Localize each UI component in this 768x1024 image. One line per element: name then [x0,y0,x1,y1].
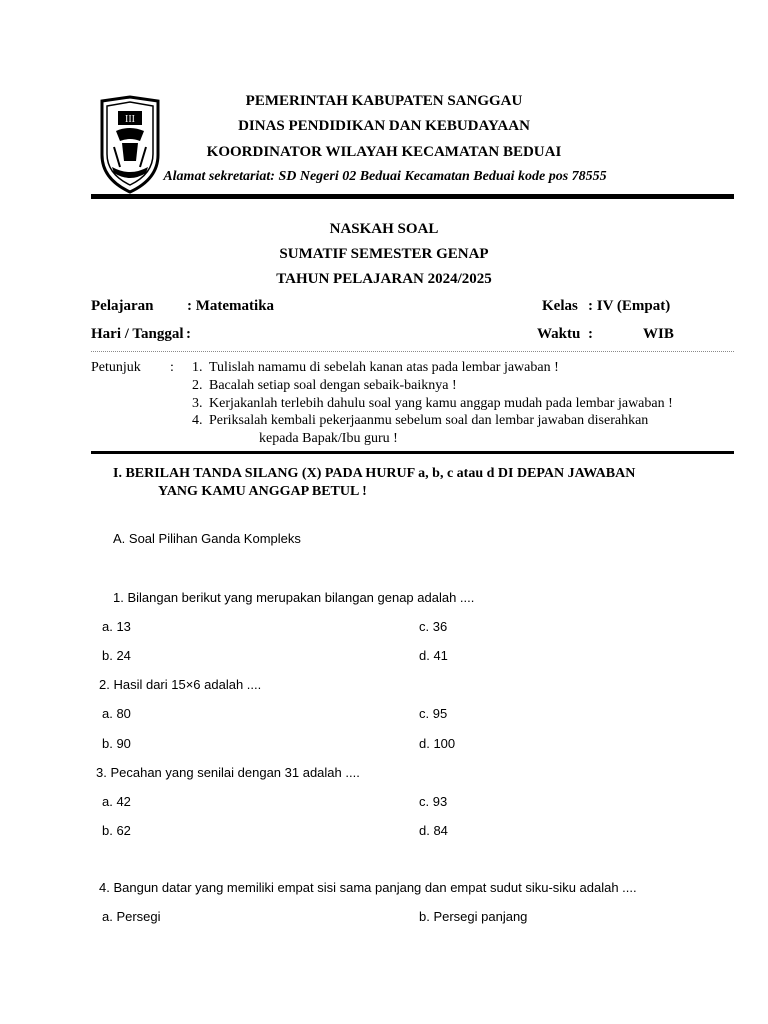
instruction-num: 2. [192,378,203,393]
class-value: : IV (Empat) [588,298,671,314]
instruction-num: 4. [192,413,203,428]
time-label: Waktu [537,326,581,342]
section-heading: I. BERILAH TANDA SILANG (X) PADA HURUF a, b, c atau d DI DEPAN JAWABAN [113,466,636,481]
option-d: d. 100 [419,736,456,751]
doc-year: TAHUN PELAJARAN 2024/2025 [276,271,492,287]
subsection-title: A. Soal Pilihan Ganda Kompleks [113,531,301,546]
option-a: a. 80 [102,706,131,721]
question-text: 2. Hasil dari 15×6 adalah .... [99,677,262,692]
option-b: b. 62 [102,823,131,838]
option-a: a. 42 [102,794,131,809]
option-b: b. 24 [102,648,131,663]
instruction-num: 3. [192,396,203,411]
question-text: 4. Bangun datar yang memiliki empat sisi sama panjang dan empat sudut siku-siku adalah .... [99,880,637,895]
time-unit: WIB [643,326,674,342]
subject-label: Pelajaran [91,298,154,314]
section-heading-cont: YANG KAMU ANGGAP BETUL ! [158,484,367,499]
question-text: 1. Bilangan berikut yang merupakan bilangan genap adalah .... [113,590,475,605]
option-c: c. 93 [419,794,448,809]
instruction-text: Bacalah setiap soal dengan sebaik-baiknya ! [209,378,457,393]
option-c: c. 95 [419,706,448,721]
header-government: PEMERINTAH KABUPATEN SANGGAU [245,93,523,109]
instruction-text: Kerjakanlah terlebih dahulu soal yang kamu anggap mudah pada lembar jawaban ! [209,396,673,411]
option-b: b. Persegi panjang [419,909,528,924]
header-coordinator: KOORDINATOR WILAYAH KECAMATAN BEDUAI [206,144,562,160]
time-colon: : [588,326,593,342]
svg-text:III: III [125,114,135,125]
option-c: c. 36 [419,619,448,634]
letterhead-divider [91,194,734,199]
doc-title: NASKAH SOAL [329,221,439,237]
doc-subtitle: SUMATIF SEMESTER GENAP [279,246,489,262]
option-a: a. Persegi [102,909,161,924]
header-address: Alamat sekretariat: SD Negeri 02 Beduai Kecamatan Beduai kode pos 78555 [163,169,607,184]
option-b: b. 90 [102,736,131,751]
day-label: Hari / Tanggal [91,326,184,342]
instruction-num: 1. [192,360,203,375]
class-label: Kelas [542,298,578,314]
header-department: DINAS PENDIDIKAN DAN KEBUDAYAAN [238,118,530,134]
instructions-label: Petunjuk [91,360,141,375]
day-value: : [186,326,191,342]
instructions-colon: : [170,360,174,375]
meta-divider [91,351,734,352]
subject-value: : Matematika [187,298,275,314]
option-a: a. 13 [102,619,131,634]
instruction-text: Periksalah kembali pekerjaanmu sebelum soal dan lembar jawaban diserahkan [209,413,649,428]
instructions-divider [91,451,734,454]
instruction-continuation: kepada Bapak/Ibu guru ! [259,431,398,446]
option-d: d. 84 [419,823,448,838]
instruction-text: Tulislah namamu di sebelah kanan atas pada lembar jawaban ! [209,360,559,375]
question-text: 3. Pecahan yang senilai dengan 31 adalah .... [96,765,360,780]
option-d: d. 41 [419,648,448,663]
